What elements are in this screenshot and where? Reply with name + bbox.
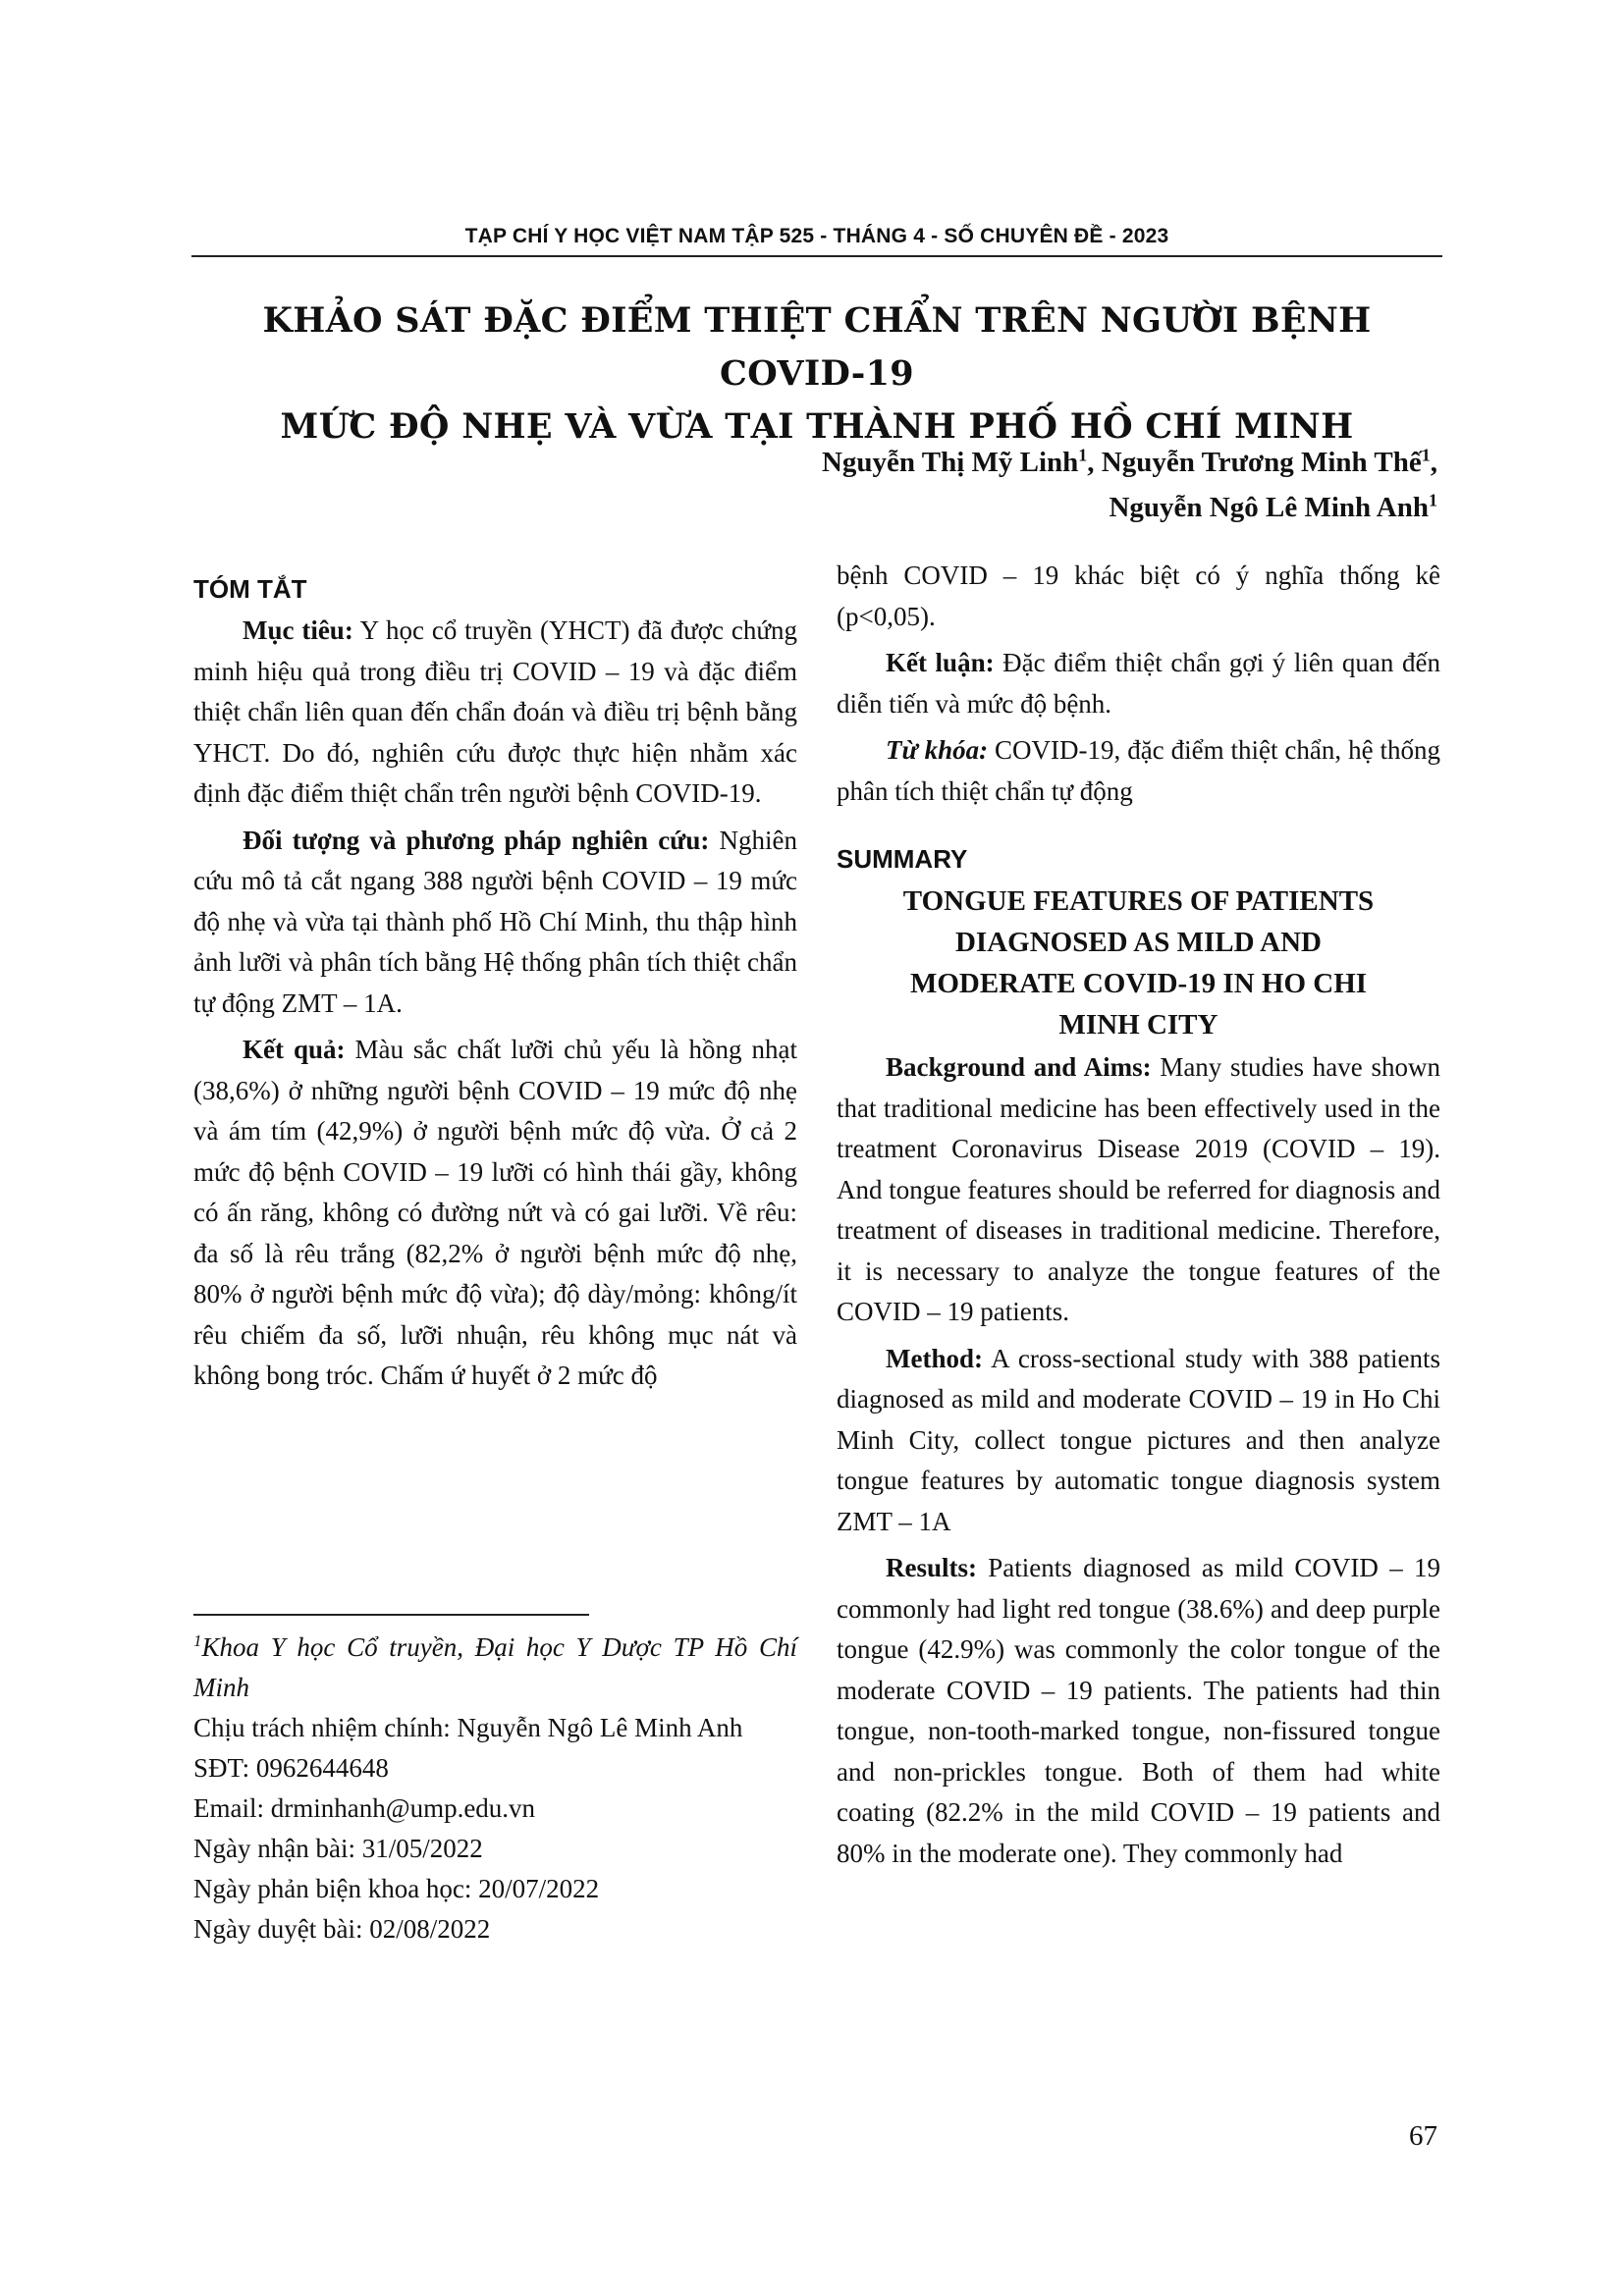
footnote-review-date: Ngày phản biện khoa học: 20/07/2022 xyxy=(193,1874,600,1903)
footnote-email: Email: drminhanh@ump.edu.vn xyxy=(193,1793,536,1823)
page-number: 67 xyxy=(1409,2120,1437,2152)
doi-tuong-paragraph xyxy=(193,821,797,1025)
ket-luan-label: Kết luận: xyxy=(886,648,995,677)
author-2: Nguyễn Trương Minh Thế xyxy=(1101,447,1422,478)
right-column xyxy=(837,556,1440,1880)
results-paragraph xyxy=(837,1548,1440,1874)
english-title-line-2: DIAGNOSED AS MILD AND xyxy=(954,927,1323,958)
results-label: Results: xyxy=(886,1553,977,1582)
author-separator: , xyxy=(1087,447,1102,478)
author-1-affiliation: 1 xyxy=(1078,445,1088,465)
ket-luan-text: Đặc điểm thiệt chẩn gợi ý liên quan đến diễn tiến và mức độ bệnh. xyxy=(837,648,1440,719)
method-text: A cross-sectional study with 388 patients diagnosed as mild and moderate COVID – 19 in Ho Chi Minh City, collect tongue pictures and then analyze tongue features by automatic tongue diagnosis system ZMT – 1A xyxy=(837,1343,1440,1536)
ket-qua-paragraph xyxy=(193,1030,797,1397)
footnote-received-date: Ngày nhận bài: 31/05/2022 xyxy=(193,1834,483,1863)
author-line-2 xyxy=(822,485,1437,530)
left-column xyxy=(193,561,797,1403)
background-paragraph xyxy=(837,1047,1440,1333)
author-1: Nguyễn Thị Mỹ Linh xyxy=(821,447,1079,478)
footnote-affiliation-text: Khoa Y học Cổ truyền, Đại học Y Dược TP Hồ Chí Minh xyxy=(193,1632,797,1702)
footnote-responsible: Chịu trách nhiệm chính: Nguyễn Ngô Lê Minh Anh xyxy=(193,1713,743,1742)
author-2-affiliation: 1 xyxy=(1421,445,1431,465)
footnote-divider xyxy=(193,1614,589,1616)
journal-header-text: TẠP CHÍ Y HỌC VIỆT NAM TẬP 525 - THÁNG 4 - SỐ CHUYÊN ĐỀ - 2023 xyxy=(464,225,1169,247)
doi-tuong-label: Đối tượng và phương pháp nghiên cứu: xyxy=(243,825,710,855)
background-label: Background and Aims: xyxy=(886,1052,1152,1082)
author-list xyxy=(822,440,1437,530)
ket-qua-text: Màu sắc chất lưỡi chủ yếu là hồng nhạt (38,6%) ở những người bệnh COVID – 19 mức độ nhẹ và ám tím (42,9%) ở người bệnh mức độ vừa. Ở cả 2 mức độ bệnh COVID – 19 lưỡi có hình thái gầy, không có ấn răng, không có đường nứt và có gai lưỡi. Về rêu: đa số là rêu trắng (82,2% ở người bệnh mức độ nhẹ, 80% ở người bệnh mức độ vừa); độ dày/mỏng: không/ít rêu chiếm đa số, lưỡi nhuận, rêu không mục nát và không bong tróc. Chấm ứ huyết ở 2 mức độ xyxy=(193,1035,798,1390)
running-header xyxy=(191,222,1442,257)
method-label: Method: xyxy=(886,1343,983,1373)
title-line-2: MỨC ĐỘ NHẸ VÀ VỪA TẠI THÀNH PHỐ HỒ CHÍ MINH xyxy=(280,406,1354,447)
footnote-accepted-date: Ngày duyệt bài: 02/08/2022 xyxy=(193,1914,491,1944)
ket-qua-label: Kết quả: xyxy=(243,1035,346,1064)
english-title-line-1: TONGUE FEATURES OF PATIENTS xyxy=(902,885,1375,917)
author-trailing-comma: , xyxy=(1430,447,1437,478)
title-line-1: KHẢO SÁT ĐẶC ĐIỂM THIỆT CHẨN TRÊN NGƯỜI BỆNH COVID-19 xyxy=(262,300,1372,394)
footnote-affiliation-number: 1 xyxy=(193,1631,202,1650)
ket-luan-paragraph xyxy=(837,643,1440,724)
author-3: Nguyễn Ngô Lê Minh Anh xyxy=(1109,492,1429,523)
ket-qua-continuation: bệnh COVID – 19 khác biệt có ý nghĩa thống kê (p<0,05). xyxy=(837,561,1440,631)
author-3-affiliation: 1 xyxy=(1429,490,1437,510)
background-text: Many studies have shown that traditional medicine has been effectively used in the treatment Coronavirus Disease 2019 (COVID – 19). And tongue features should be referred for diagnosis and treatment of diseases in traditional medicine. Therefore, it is necessary to analyze the tongue features of the COVID – 19 patients. xyxy=(837,1052,1441,1326)
muc-tieu-label: Mục tiêu: xyxy=(243,615,353,645)
english-title-line-3: MODERATE COVID-19 IN HO CHI xyxy=(909,968,1368,999)
results-text: Patients diagnosed as mild COVID – 19 commonly had light red tongue (38.6%) and deep purple tongue (42.9%) was commonly the color tongue of the moderate COVID – 19 patients. The patients had thin tongue, non-tooth-marked tongue, non-fissured tongue and non-prickles tongue. Both of them had white coating (82.2% in the mild COVID – 19 patients and 80% in the moderate one). They commonly had xyxy=(837,1553,1440,1868)
author-line-1 xyxy=(822,440,1437,485)
tu-khoa-paragraph xyxy=(837,730,1440,812)
abstract-heading-en: SUMMARY xyxy=(837,844,968,874)
english-title xyxy=(837,881,1440,1045)
footnote-affiliation xyxy=(193,1628,797,1708)
footnote-phone: SĐT: 0962644648 xyxy=(193,1753,389,1783)
muc-tieu-paragraph xyxy=(193,611,797,815)
footnote-block xyxy=(193,1628,797,1949)
article-title xyxy=(191,294,1442,454)
doi-tuong-text: Nghiên cứu mô tả cắt ngang 388 người bệnh COVID – 19 mức độ nhẹ và vừa tại thành phố Hồ Chí Minh, thu thập hình ảnh lưỡi và phân tích bằng Hệ thống phân tích thiệt chẩn tự động ZMT – 1A. xyxy=(193,825,797,1018)
method-paragraph xyxy=(837,1339,1440,1543)
english-title-line-4: MINH CITY xyxy=(1058,1009,1218,1041)
tu-khoa-text: COVID-19, đặc điểm thiệt chẩn, hệ thống phân tích thiệt chẩn tự động xyxy=(837,735,1440,806)
tu-khoa-label: Từ khóa: xyxy=(886,735,989,765)
abstract-heading-vi: TÓM TẮT xyxy=(193,574,307,604)
muc-tieu-text: Y học cổ truyền (YHCT) đã được chứng minh hiệu quả trong điều trị COVID – 19 và đặc điểm thiệt chẩn liên quan đến chẩn đoán và điều trị bệnh bằng YHCT. Do đó, nghiên cứu được thực hiện nhằm xác định đặc điểm thiệt chẩn trên người bệnh COVID-19. xyxy=(193,615,798,808)
